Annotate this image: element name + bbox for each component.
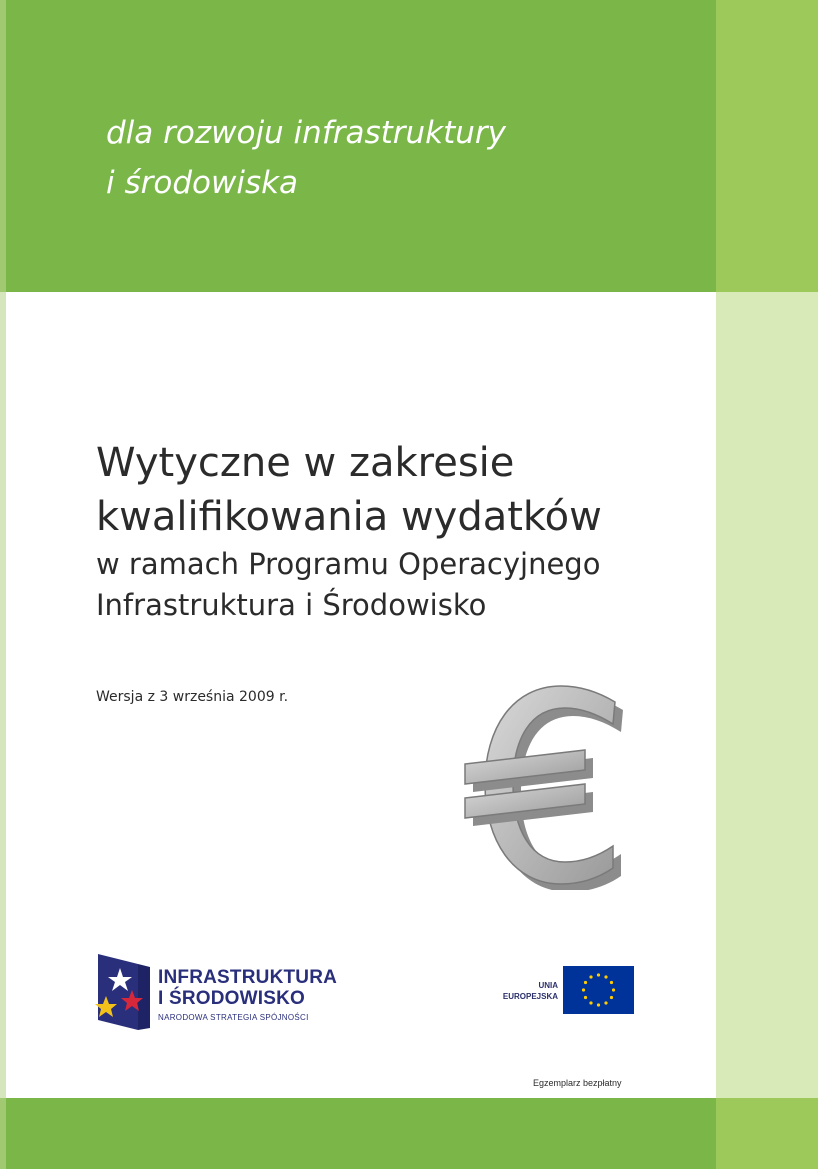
program-logo-flag-icon bbox=[92, 950, 154, 1032]
eu-label bbox=[474, 980, 558, 1002]
title-line-2: kwalifikowania wydatków bbox=[96, 494, 602, 540]
bottom-right-strip bbox=[716, 1098, 818, 1169]
eu-star bbox=[610, 981, 613, 984]
euro-symbol-icon bbox=[455, 680, 625, 890]
tagline-line-1: dla rozwoju infrastruktury bbox=[106, 115, 507, 151]
free-copy-note: Egzemplarz bezpłatny bbox=[533, 1078, 622, 1088]
eu-label-line-1: UNIA bbox=[538, 981, 558, 990]
program-name-line-1: INFRASTRUKTURA bbox=[158, 967, 338, 988]
right-light-strip bbox=[716, 292, 818, 1098]
eu-star bbox=[584, 981, 587, 984]
title-line-4: Infrastruktura i Środowisko bbox=[96, 588, 487, 622]
left-edge-shadow bbox=[0, 0, 6, 1169]
eu-star bbox=[612, 988, 615, 991]
eu-star bbox=[604, 1001, 607, 1004]
version-date: Wersja z 3 września 2009 r. bbox=[96, 689, 289, 705]
eu-star bbox=[589, 975, 592, 978]
title-line-1: Wytyczne w zakresie bbox=[96, 440, 515, 486]
top-right-strip bbox=[716, 0, 818, 292]
program-logo-text bbox=[158, 967, 337, 1025]
eu-flag-icon bbox=[563, 966, 634, 1014]
eu-star bbox=[597, 1003, 600, 1006]
eu-label-line-2: EUROPEJSKA bbox=[502, 992, 558, 1001]
eu-star bbox=[589, 1001, 592, 1004]
program-strategy: NARODOWA STRATEGIA SPÓJNOŚCI bbox=[158, 1013, 309, 1022]
document-title bbox=[96, 436, 696, 626]
eu-star bbox=[610, 996, 613, 999]
eu-star bbox=[604, 975, 607, 978]
bottom-green-band bbox=[0, 1098, 716, 1169]
program-name-line-2: I ŚRODOWISKO bbox=[158, 988, 306, 1009]
title-line-3: w ramach Programu Operacyjnego bbox=[96, 547, 601, 581]
eu-star bbox=[582, 988, 585, 991]
eu-star bbox=[584, 996, 587, 999]
tagline-line-2: i środowiska bbox=[106, 165, 299, 201]
cover-tagline bbox=[106, 108, 666, 208]
eu-star bbox=[597, 973, 600, 976]
